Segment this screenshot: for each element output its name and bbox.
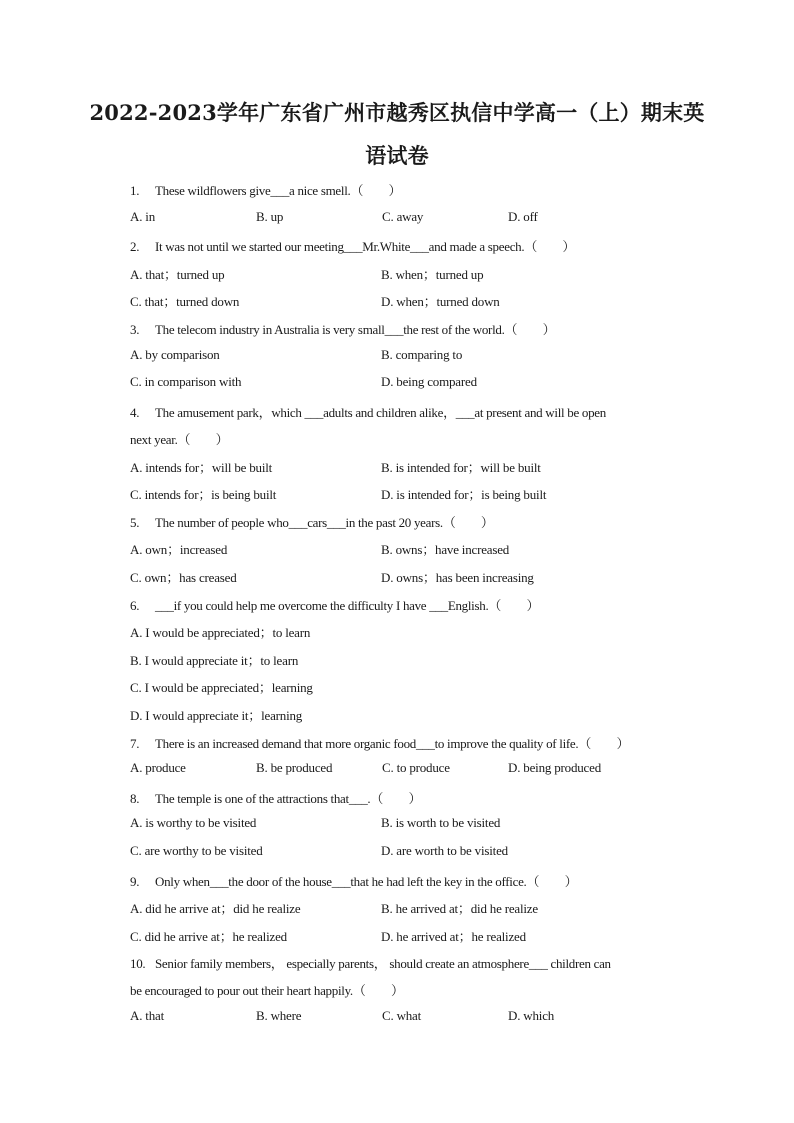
exam-title-line-2: 语试卷 [365, 143, 429, 168]
question-5-option-d: D. owns；has been increasing [381, 570, 534, 585]
question-text: ___if you could help me overcome the difficulty I have ___English.（ ） [155, 598, 540, 613]
question-10-stem [130, 953, 611, 972]
question-6-option-a: A. I would be appreciated；to learn [130, 625, 311, 640]
question-2-option-c: C. that；turned down [130, 294, 240, 309]
question-3-stem [130, 319, 555, 338]
question-9-stem [130, 871, 577, 890]
question-text: The temple is one of the attractions that___.（ ） [155, 791, 422, 806]
question-number: 8. [130, 791, 140, 806]
question-8-option-b: B. is worth to be visited [381, 815, 501, 830]
question-7-option-c: C. to produce [382, 760, 450, 775]
question-8-option-a: A. is worthy to be visited [130, 815, 257, 830]
question-6-option-d: D. I would appreciate it；learning [130, 708, 303, 723]
question-text: It was not until we started our meeting___Mr.White___and made a speech.（ ） [155, 239, 576, 254]
question-7-stem [130, 733, 629, 752]
question-4-stem-continued: next year.（ ） [130, 432, 229, 447]
question-number: 6. [130, 598, 140, 613]
question-2-option-b: B. when；turned up [381, 267, 484, 282]
question-number: 5. [130, 515, 140, 530]
question-2-option-a: A. that；turned up [130, 267, 225, 282]
question-2-option-d: D. when；turned down [381, 294, 500, 309]
question-number: 2. [130, 239, 140, 254]
question-7-option-b: B. be produced [256, 760, 333, 775]
question-8-option-d: D. are worth to be visited [381, 843, 508, 858]
question-4-stem [130, 402, 606, 421]
question-3-option-a: A. by comparison [130, 347, 220, 362]
question-1-stem [130, 180, 401, 199]
question-9-option-c: C. did he arrive at；he realized [130, 929, 287, 944]
question-number: 4. [130, 405, 140, 420]
question-7-option-d: D. being produced [508, 760, 601, 775]
question-4-option-a: A. intends for；will be built [130, 460, 273, 475]
exam-title-line-1: 2022-2023学年广东省广州市越秀区执信中学高一（上）期末英 [89, 100, 705, 125]
question-1-option-d: D. off [508, 209, 538, 224]
question-6-option-c: C. I would be appreciated；learning [130, 680, 313, 695]
question-7-option-a: A. produce [130, 760, 186, 775]
question-3-option-b: B. comparing to [381, 347, 463, 362]
question-10-option-d: D. which [508, 1008, 555, 1023]
question-1-option-c: C. away [382, 209, 424, 224]
question-10-stem-continued: be encouraged to pour out their heart happily.（ ） [130, 983, 404, 998]
question-number: 3. [130, 322, 140, 337]
question-5-option-a: A. own；increased [130, 542, 228, 557]
question-9-option-d: D. he arrived at；he realized [381, 929, 526, 944]
question-5-option-b: B. owns；have increased [381, 542, 510, 557]
question-5-stem [130, 512, 494, 531]
question-4-option-c: C. intends for；is being built [130, 487, 277, 502]
question-3-option-d: D. being compared [381, 374, 477, 389]
question-6-stem [130, 595, 539, 614]
question-text: The amusement park，which ___adults and children alike，___at present and will be open [155, 405, 606, 420]
question-10-option-a: A. that [130, 1008, 164, 1023]
question-5-option-c: C. own；has creased [130, 570, 237, 585]
question-4-option-d: D. is intended for；is being built [381, 487, 547, 502]
question-number: 1. [130, 183, 140, 198]
question-9-option-b: B. he arrived at；did he realize [381, 901, 538, 916]
question-text: There is an increased demand that more organic food___to improve the quality of life.（ ） [155, 736, 630, 751]
question-number: 10. [130, 956, 146, 971]
question-text: Only when___the door of the house___that he had left the key in the office.（ ） [155, 874, 578, 889]
question-1-option-b: B. up [256, 209, 284, 224]
question-number: 9. [130, 874, 140, 889]
question-3-option-c: C. in comparison with [130, 374, 242, 389]
question-text: Senior family members， especially parents， should create an atmosphere___ children can [155, 956, 611, 971]
question-number: 7. [130, 736, 140, 751]
question-9-option-a: A. did he arrive at；did he realize [130, 901, 301, 916]
question-10-option-b: B. where [256, 1008, 302, 1023]
question-8-stem [130, 788, 421, 807]
question-2-stem [130, 236, 575, 255]
question-8-option-c: C. are worthy to be visited [130, 843, 263, 858]
question-10-option-c: C. what [382, 1008, 422, 1023]
question-text: The telecom industry in Australia is very small___the rest of the world.（ ） [155, 322, 556, 337]
question-text: The number of people who___cars___in the past 20 years.（ ） [155, 515, 494, 530]
question-text: These wildflowers give___a nice smell.（ ） [155, 183, 402, 198]
question-4-option-b: B. is intended for；will be built [381, 460, 541, 475]
question-1-option-a: A. in [130, 209, 156, 224]
question-6-option-b: B. I would appreciate it；to learn [130, 653, 299, 668]
